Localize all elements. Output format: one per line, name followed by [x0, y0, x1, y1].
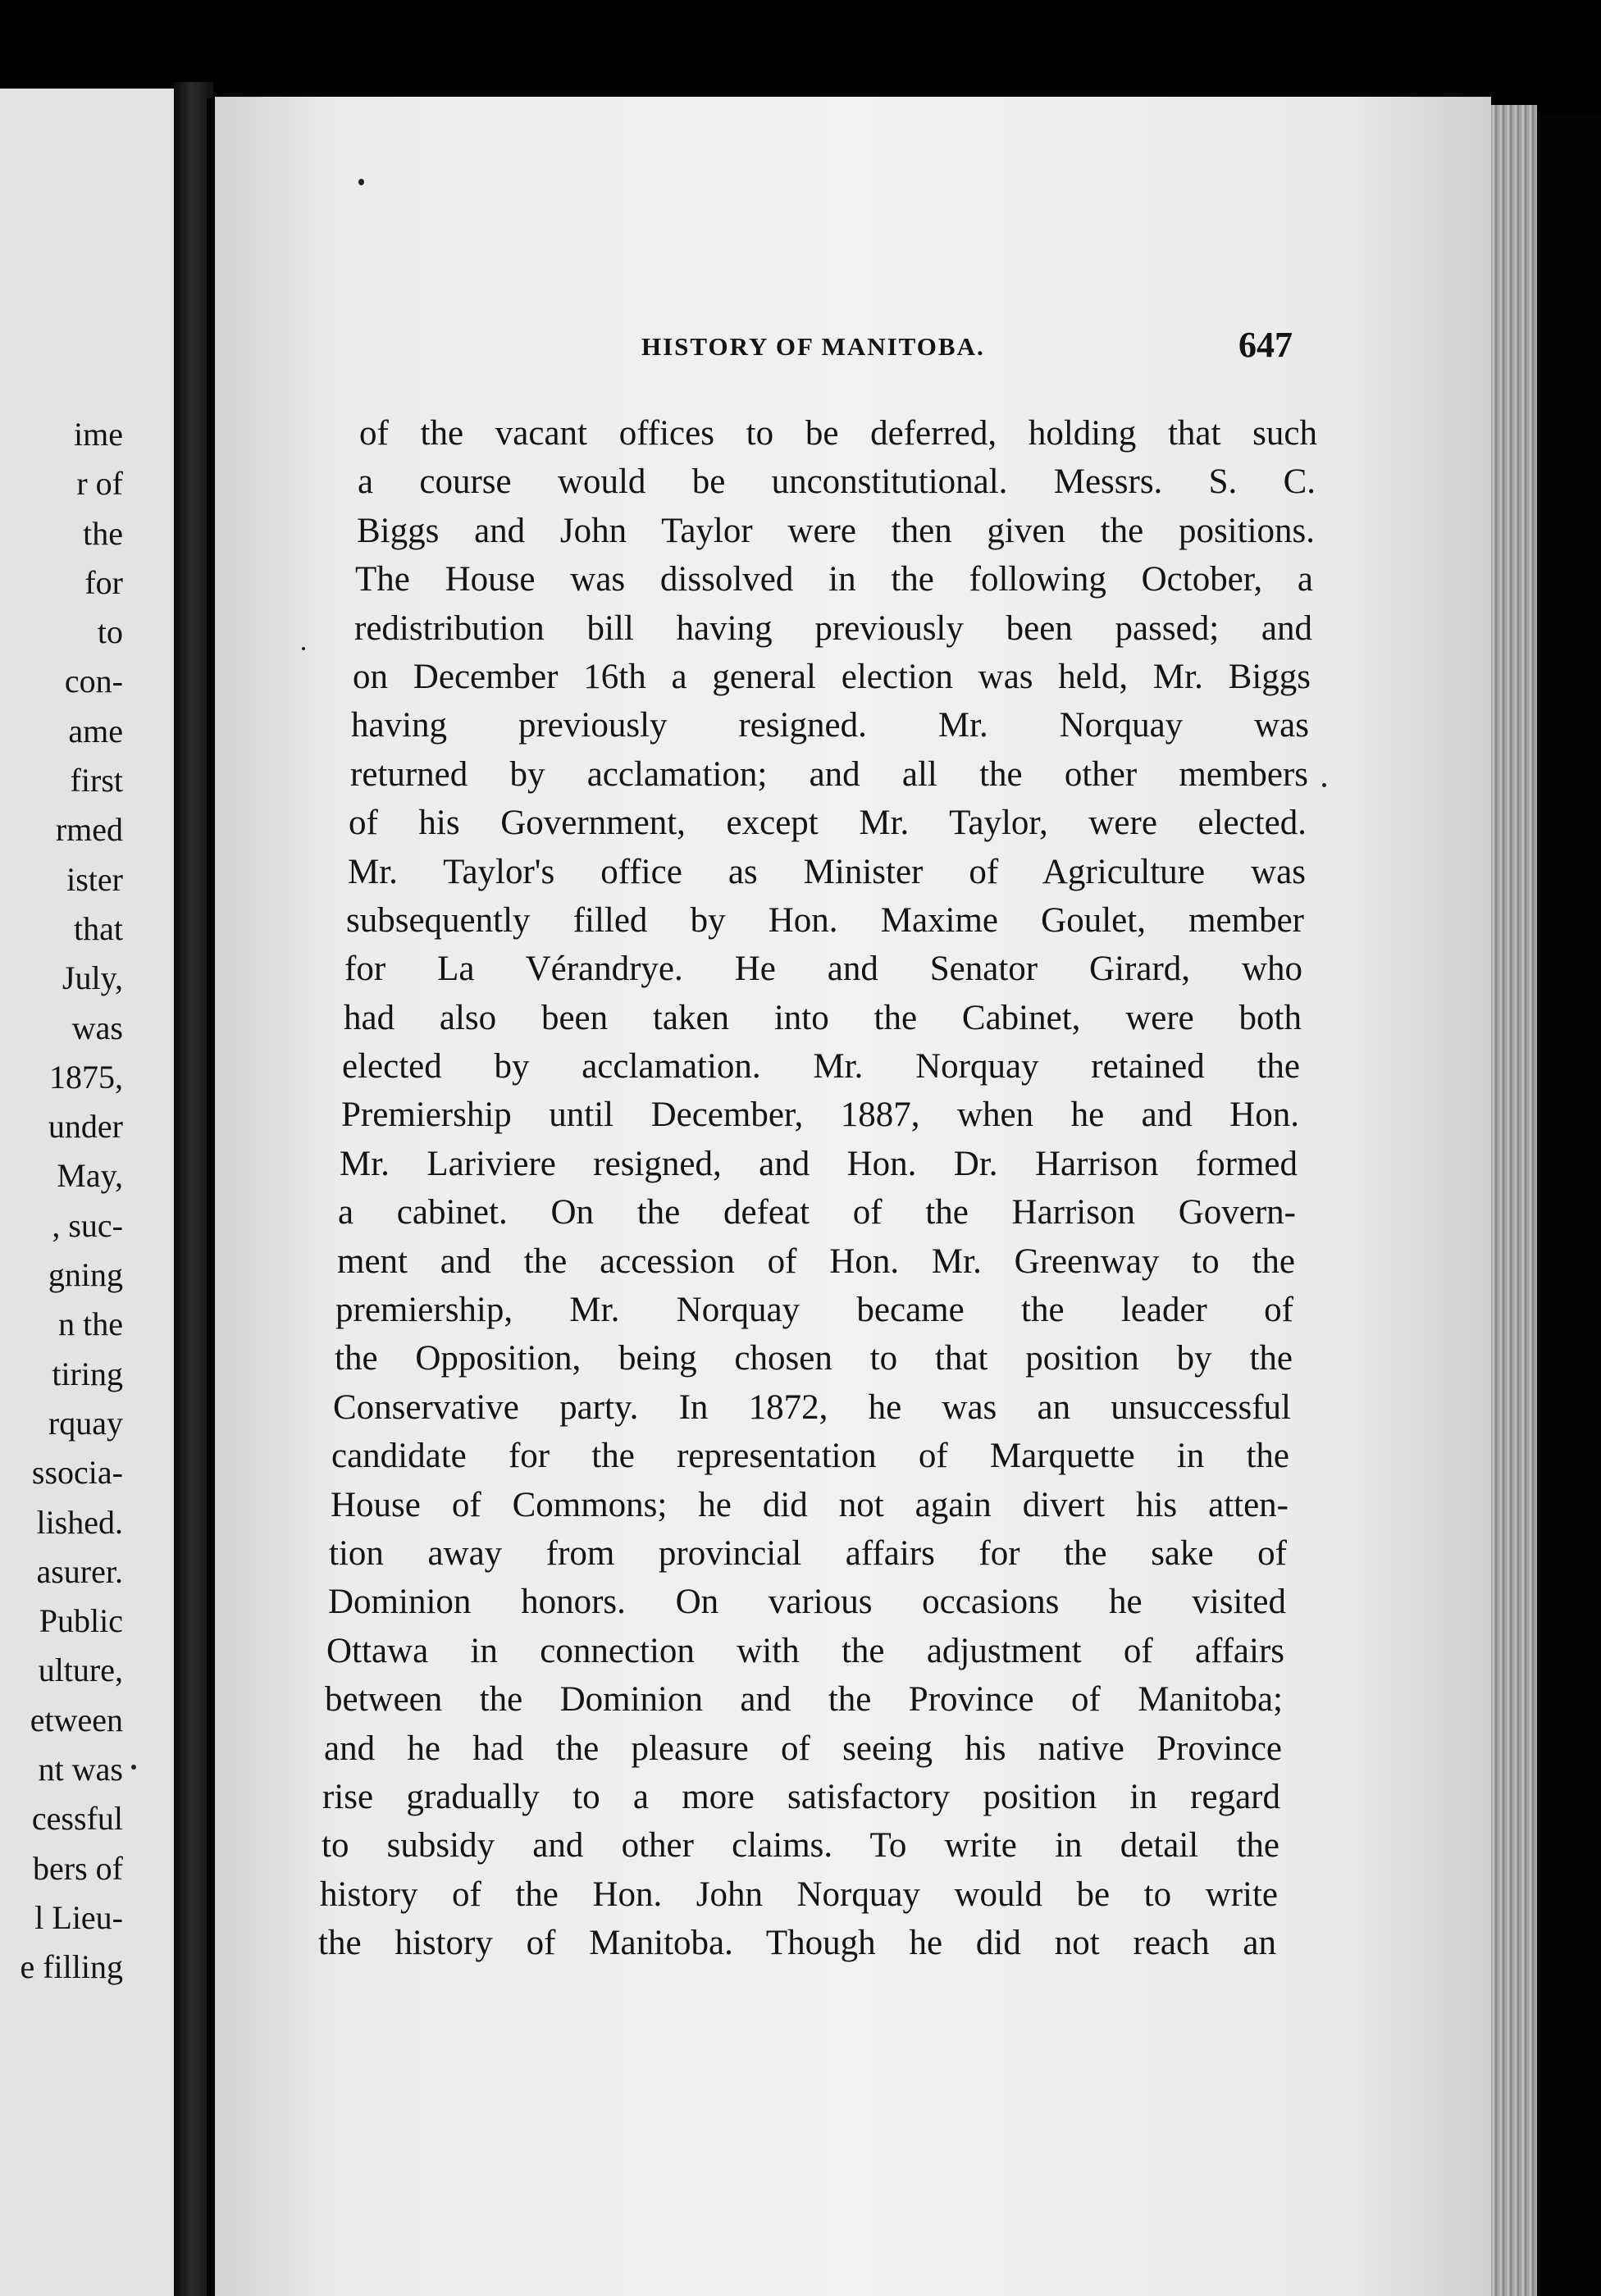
body-text — [318, 410, 1317, 1969]
facing-page-line: lished. — [36, 1503, 123, 1541]
facing-page-line: e filling — [20, 1948, 123, 1986]
text-line: ment and the accession of Hon. Mr. Greenway to the — [337, 1241, 1295, 1281]
facing-page-line: was — [71, 1009, 123, 1046]
text-line: Mr. Lariviere resigned, and Hon. Dr. Harrison formed — [340, 1144, 1298, 1183]
facing-page-line: l Lieu- — [34, 1898, 123, 1936]
facing-page-line: May, — [57, 1157, 123, 1195]
text-line: Mr. Taylor's office as Minister of Agriculture was — [348, 852, 1306, 891]
text-line: rise gradually to a more satisfactory position in regard — [322, 1777, 1280, 1816]
text-line: Dominion honors. On various occasions he visited — [328, 1583, 1286, 1622]
text-line: a cabinet. On the defeat of the Harrison Govern- — [338, 1193, 1296, 1232]
text-line: and he had the pleasure of seeing his native Province — [324, 1729, 1282, 1768]
text-line: premiership, Mr. Norquay became the leader of — [335, 1291, 1293, 1330]
facing-page-line: first — [70, 762, 123, 800]
text-line: Conservative party. In 1872, he was an unsuccessful — [333, 1387, 1291, 1427]
text-line: elected by acclamation. Mr. Norquay retained the — [342, 1047, 1300, 1086]
facing-page-line: to — [97, 613, 123, 651]
facing-page-line: that — [74, 909, 123, 947]
facing-page-line: n the — [58, 1305, 123, 1343]
page-edge-shadow — [1537, 115, 1601, 2296]
facing-page-line: ime — [74, 416, 123, 453]
facing-page-line: ssocia- — [31, 1454, 123, 1492]
text-line: Premiership until December, 1887, when he and Hon. — [341, 1096, 1299, 1135]
text-line: of the vacant offices to be deferred, holding that such — [359, 414, 1317, 453]
text-line: The House was dissolved in the following October, a — [355, 560, 1313, 599]
facing-page-line: July, — [62, 959, 123, 997]
facing-page-line: the — [83, 514, 123, 552]
text-line: House of Commons; he did not again divert his atten- — [331, 1485, 1289, 1524]
text-line: had also been taken into the Cabinet, were both — [344, 998, 1302, 1037]
text-line: returned by acclamation; and all the other members — [350, 754, 1308, 794]
facing-page-line: con- — [64, 663, 123, 700]
text-line: Biggs and John Taylor were then given the positions. — [357, 511, 1315, 550]
running-head: HISTORY OF MANITOBA. — [641, 332, 985, 361]
facing-page-line: for — [84, 563, 123, 601]
text-line: candidate for the representation of Marquette in the — [331, 1437, 1289, 1476]
facing-page-text — [0, 410, 123, 1993]
facing-page-line: rmed — [55, 811, 123, 849]
facing-page-line: bers of — [33, 1849, 123, 1887]
facing-page-line: asurer. — [36, 1552, 123, 1590]
facing-page-line: cessful — [31, 1800, 123, 1838]
facing-page-line: gning — [48, 1256, 123, 1294]
facing-page-line: etween — [30, 1701, 123, 1738]
text-line: of his Government, except Mr. Taylor, were elected. — [349, 804, 1307, 843]
page-number: 647 — [1238, 325, 1293, 365]
text-line: history of the Hon. John Norquay would be to write — [320, 1875, 1278, 1914]
facing-page-line: ame — [68, 712, 123, 749]
ink-speck — [302, 647, 305, 650]
text-line: on December 16th a general election was held, Mr. Biggs — [353, 657, 1311, 696]
text-line: a course would be unconstitutional. Messrs. S. C. — [358, 462, 1316, 502]
text-line: the history of Manitoba. Though he did not reach an — [318, 1924, 1276, 1963]
text-line: for La Vérandrye. He and Senator Girard, who — [344, 950, 1302, 989]
facing-page-line: ulture, — [38, 1651, 123, 1689]
text-line: to subsidy and other claims. To write in detail the — [322, 1826, 1279, 1866]
facing-page-line: ister — [66, 860, 123, 898]
ink-speck — [358, 179, 364, 185]
text-line: having previously resigned. Mr. Norquay was — [351, 706, 1309, 745]
facing-page-line: under — [48, 1108, 123, 1146]
text-line: redistribution bill having previously been passed; and — [354, 608, 1312, 648]
facing-page-line: Public — [39, 1602, 123, 1640]
text-line: tion away from provincial affairs for the sake of — [329, 1533, 1287, 1573]
facing-page-line: nt was — [38, 1751, 123, 1788]
page-edges — [1491, 105, 1537, 2296]
facing-page-line: , suc- — [52, 1206, 123, 1244]
facing-page-line: rquay — [48, 1404, 123, 1442]
ink-speck — [131, 1765, 136, 1770]
facing-page-line: r of — [76, 465, 123, 503]
text-line: between the Dominion and the Province of Manitoba; — [325, 1680, 1283, 1720]
gutter-shadow-line — [207, 98, 215, 2296]
text-line: subsequently filled by Hon. Maxime Goulet, member — [346, 900, 1304, 940]
facing-page-fragment — [0, 89, 174, 2296]
facing-page-line: 1875, — [49, 1058, 123, 1096]
text-line: Ottawa in connection with the adjustment of affairs — [326, 1631, 1284, 1670]
text-line: the Opposition, being chosen to that position by the — [335, 1339, 1293, 1378]
facing-page-line: tiring — [52, 1355, 123, 1392]
ink-speck — [1322, 783, 1326, 787]
